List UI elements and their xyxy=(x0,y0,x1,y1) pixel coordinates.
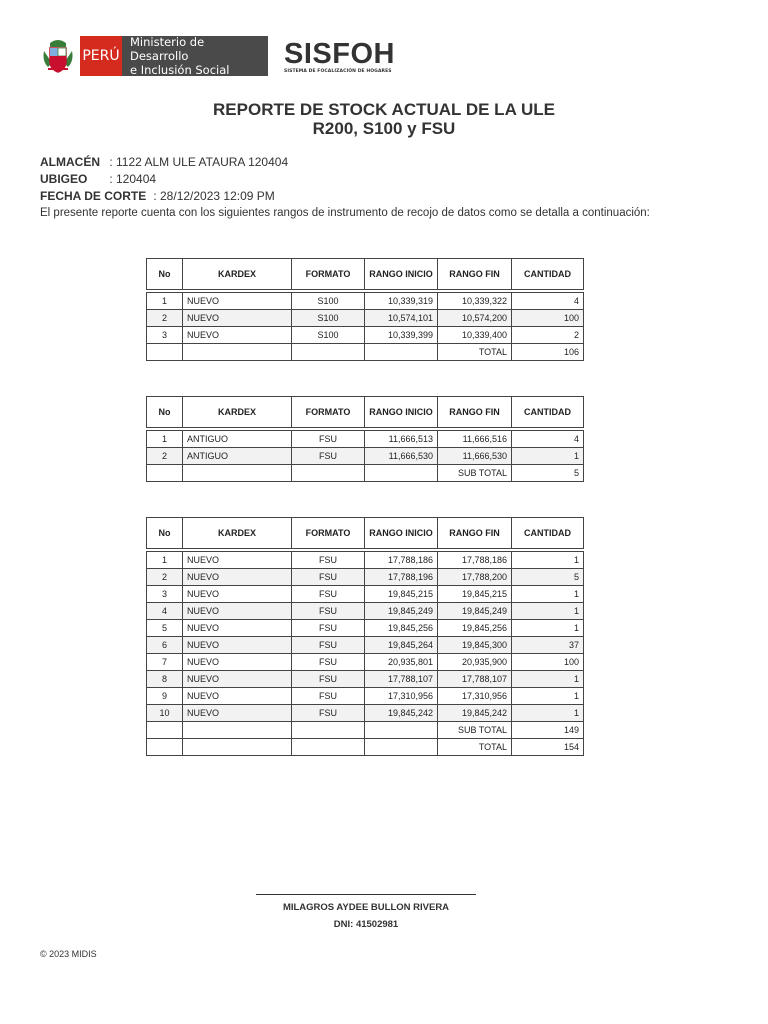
empty-cell xyxy=(183,344,292,361)
empty-cell xyxy=(183,722,292,739)
table-cell: 11,666,530 xyxy=(365,448,438,465)
table-cell: 10 xyxy=(147,705,183,722)
ministry-line-1: Ministerio de Desarrollo xyxy=(130,35,205,63)
table-cell: 10,339,322 xyxy=(438,293,512,310)
table-cell: 10,339,400 xyxy=(438,327,512,344)
table-cell: 1 xyxy=(512,448,584,465)
column-header: RANGO FIN xyxy=(438,259,512,290)
table-row xyxy=(147,310,584,327)
table-cell: 6 xyxy=(147,637,183,654)
table-cell: 19,845,256 xyxy=(365,620,438,637)
table-cell: 7 xyxy=(147,654,183,671)
table-cell: 17,788,186 xyxy=(438,552,512,569)
table-cell: 17,788,107 xyxy=(438,671,512,688)
table-cell: 2 xyxy=(147,569,183,586)
column-header: CANTIDAD xyxy=(512,397,584,428)
table-cell: 11,666,516 xyxy=(438,431,512,448)
report-title-line-2: R200, S100 y FSU xyxy=(312,119,456,138)
table-cell: FSU xyxy=(292,620,365,637)
table-cell: NUEVO xyxy=(183,654,292,671)
almacen-label: ALMACÉN xyxy=(40,155,100,169)
ministry-line-2: e Inclusión Social xyxy=(130,63,230,77)
table-cell: 1 xyxy=(512,620,584,637)
table-cell: FSU xyxy=(292,586,365,603)
table-cell: FSU xyxy=(292,448,365,465)
fecha-value: : 28/12/2023 12:09 PM xyxy=(153,189,275,203)
footer-copyright: © 2023 MIDIS xyxy=(40,949,97,959)
stock-table-s100 xyxy=(146,258,584,361)
table-cell: NUEVO xyxy=(183,705,292,722)
empty-cell xyxy=(365,739,438,756)
column-header: KARDEX xyxy=(183,397,292,428)
table-cell: 37 xyxy=(512,637,584,654)
table-row xyxy=(147,569,584,586)
table-cell: ANTIGUO xyxy=(183,448,292,465)
table-cell: NUEVO xyxy=(183,569,292,586)
table-cell: NUEVO xyxy=(183,620,292,637)
empty-cell xyxy=(147,344,183,361)
almacen-value: : 1122 ALM ULE ATAURA 120404 xyxy=(109,155,289,169)
column-header: No xyxy=(147,397,183,428)
ubigeo-row xyxy=(40,171,650,188)
column-header: FORMATO xyxy=(292,397,365,428)
empty-cell xyxy=(183,739,292,756)
table-cell: ANTIGUO xyxy=(183,431,292,448)
table-cell: FSU xyxy=(292,431,365,448)
table-cell: 19,845,215 xyxy=(365,586,438,603)
table-cell: 1 xyxy=(512,705,584,722)
table-cell: 100 xyxy=(512,310,584,327)
table-cell: NUEVO xyxy=(183,552,292,569)
table-cell: 19,845,249 xyxy=(438,603,512,620)
country-label: PERÚ xyxy=(80,36,122,76)
report-info xyxy=(40,154,650,222)
total-row xyxy=(147,739,584,756)
total-row xyxy=(147,465,584,482)
table-row xyxy=(147,637,584,654)
table-cell: NUEVO xyxy=(183,293,292,310)
table-row xyxy=(147,620,584,637)
table-cell: 10,339,319 xyxy=(365,293,438,310)
ministry-name xyxy=(122,36,268,76)
empty-cell xyxy=(292,739,365,756)
system-subtitle: SISTEMA DE FOCALIZACIÓN DE HOGARES xyxy=(284,68,392,74)
total-value: 106 xyxy=(512,344,584,361)
column-header: RANGO INICIO xyxy=(365,259,438,290)
column-header: No xyxy=(147,518,183,549)
empty-cell xyxy=(365,465,438,482)
column-header: RANGO INICIO xyxy=(365,518,438,549)
column-header: KARDEX xyxy=(183,518,292,549)
table-cell: 19,845,242 xyxy=(438,705,512,722)
table-cell: 5 xyxy=(147,620,183,637)
total-row xyxy=(147,344,584,361)
signer-name: MILAGROS AYDEE BULLON RIVERA xyxy=(282,902,450,913)
table-cell: 4 xyxy=(512,293,584,310)
table-cell: FSU xyxy=(292,552,365,569)
empty-cell xyxy=(365,344,438,361)
table-cell: FSU xyxy=(292,569,365,586)
table-cell: 100 xyxy=(512,654,584,671)
column-header: No xyxy=(147,259,183,290)
table-row xyxy=(147,586,584,603)
total-value: 5 xyxy=(512,465,584,482)
table-header-row xyxy=(147,397,584,428)
report-title xyxy=(0,100,768,138)
table-row xyxy=(147,705,584,722)
table-cell: 17,788,186 xyxy=(365,552,438,569)
table-row xyxy=(147,671,584,688)
table-cell: 10,339,399 xyxy=(365,327,438,344)
table-cell: 19,845,242 xyxy=(365,705,438,722)
table-row xyxy=(147,448,584,465)
table-cell: NUEVO xyxy=(183,310,292,327)
empty-cell xyxy=(292,722,365,739)
table-cell: S100 xyxy=(292,327,365,344)
table-cell: 1 xyxy=(512,671,584,688)
empty-cell xyxy=(147,722,183,739)
empty-cell xyxy=(183,465,292,482)
table-cell: FSU xyxy=(292,705,365,722)
column-header: FORMATO xyxy=(292,518,365,549)
table-header-row xyxy=(147,518,584,549)
almacen-row xyxy=(40,154,650,171)
table-cell: 3 xyxy=(147,586,183,603)
table-cell: 3 xyxy=(147,327,183,344)
table-cell: NUEVO xyxy=(183,637,292,654)
ministry-logo xyxy=(80,36,268,76)
total-label: SUB TOTAL xyxy=(438,722,512,739)
table-cell: FSU xyxy=(292,688,365,705)
table-cell: 8 xyxy=(147,671,183,688)
column-header: CANTIDAD xyxy=(512,518,584,549)
table-cell: 19,845,215 xyxy=(438,586,512,603)
table-cell: 17,788,107 xyxy=(365,671,438,688)
coat-of-arms-icon xyxy=(40,37,76,75)
table-cell: NUEVO xyxy=(183,586,292,603)
empty-cell xyxy=(365,722,438,739)
table-row xyxy=(147,688,584,705)
table-cell: 2 xyxy=(147,448,183,465)
table-cell: 19,845,256 xyxy=(438,620,512,637)
column-header: FORMATO xyxy=(292,259,365,290)
table-cell: 1 xyxy=(147,431,183,448)
table-cell: 1 xyxy=(147,293,183,310)
column-header: CANTIDAD xyxy=(512,259,584,290)
table-cell: S100 xyxy=(292,310,365,327)
table-cell: 10,574,101 xyxy=(365,310,438,327)
empty-cell xyxy=(147,465,183,482)
intro-text: El presente reporte cuenta con los siguientes rangos de instrumento de recojo de datos como se detalla a continuación: xyxy=(40,207,650,219)
header xyxy=(40,36,395,76)
table-cell: 17,310,956 xyxy=(365,688,438,705)
empty-cell xyxy=(292,344,365,361)
ubigeo-value: : 120404 xyxy=(109,172,157,186)
table-cell: 19,845,264 xyxy=(365,637,438,654)
column-header: RANGO INICIO xyxy=(365,397,438,428)
column-header: KARDEX xyxy=(183,259,292,290)
table-header-row xyxy=(147,259,584,290)
table-cell: 19,845,249 xyxy=(365,603,438,620)
table-cell: NUEVO xyxy=(183,688,292,705)
fecha-row xyxy=(40,188,650,205)
table-cell: FSU xyxy=(292,671,365,688)
table-cell: FSU xyxy=(292,637,365,654)
table-cell: 9 xyxy=(147,688,183,705)
table-cell: 11,666,530 xyxy=(438,448,512,465)
table-cell: FSU xyxy=(292,603,365,620)
table-cell: 20,935,801 xyxy=(365,654,438,671)
table-cell: NUEVO xyxy=(183,327,292,344)
table-cell: 2 xyxy=(147,310,183,327)
column-header: RANGO FIN xyxy=(438,397,512,428)
total-label: TOTAL xyxy=(438,739,512,756)
ubigeo-label: UBIGEO xyxy=(40,172,88,186)
total-row xyxy=(147,722,584,739)
table-row xyxy=(147,431,584,448)
table-cell: 17,310,956 xyxy=(438,688,512,705)
table-row xyxy=(147,654,584,671)
column-header: RANGO FIN xyxy=(438,518,512,549)
table-cell: NUEVO xyxy=(183,603,292,620)
empty-cell xyxy=(292,465,365,482)
stock-table-fsu-antiguo xyxy=(146,396,584,482)
table-cell: 11,666,513 xyxy=(365,431,438,448)
table-cell: 10,574,200 xyxy=(438,310,512,327)
report-title-line-1: REPORTE DE STOCK ACTUAL DE LA ULE xyxy=(213,100,555,119)
table-row xyxy=(147,327,584,344)
table-cell: 1 xyxy=(512,552,584,569)
table-cell: FSU xyxy=(292,654,365,671)
table-row xyxy=(147,293,584,310)
table-cell: 5 xyxy=(512,569,584,586)
table-cell: 2 xyxy=(512,327,584,344)
table-cell: NUEVO xyxy=(183,671,292,688)
signature-block xyxy=(256,894,476,933)
system-name: SISFOH xyxy=(284,37,395,70)
table-cell: 1 xyxy=(147,552,183,569)
table-cell: 4 xyxy=(512,431,584,448)
table-cell: 1 xyxy=(512,586,584,603)
table-cell: 1 xyxy=(512,603,584,620)
table-cell: 17,788,200 xyxy=(438,569,512,586)
sisfoh-logo xyxy=(284,39,395,74)
total-value: 149 xyxy=(512,722,584,739)
total-label: SUB TOTAL xyxy=(438,465,512,482)
total-label: TOTAL xyxy=(438,344,512,361)
table-cell: 1 xyxy=(512,688,584,705)
signer-dni: DNI: 41502981 xyxy=(333,919,399,930)
empty-cell xyxy=(147,739,183,756)
total-value: 154 xyxy=(512,739,584,756)
table-row xyxy=(147,552,584,569)
table-cell: 17,788,196 xyxy=(365,569,438,586)
table-row xyxy=(147,603,584,620)
fecha-label: FECHA DE CORTE xyxy=(40,189,147,203)
stock-table-fsu-nuevo xyxy=(146,517,584,756)
table-cell: 19,845,300 xyxy=(438,637,512,654)
table-cell: 4 xyxy=(147,603,183,620)
table-cell: 20,935,900 xyxy=(438,654,512,671)
table-cell: S100 xyxy=(292,293,365,310)
